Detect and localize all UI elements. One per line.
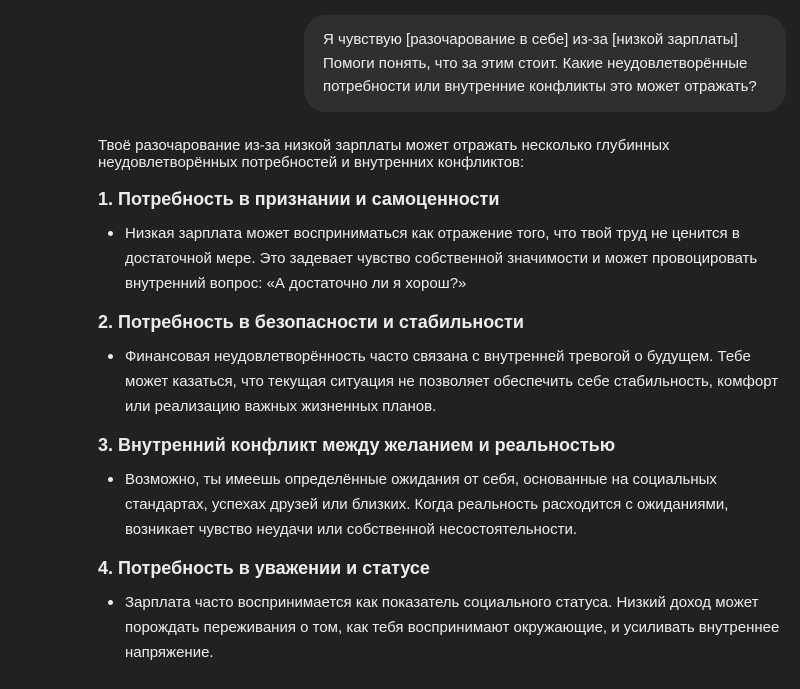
- section-bullet-item: [98, 590, 788, 665]
- user-message-line: потребности или внутренние конфликты это может отражать?: [323, 78, 757, 95]
- section-text-line: достаточной мере. Это задевает чувство собственной значимости и может провоцировать: [125, 250, 758, 267]
- section-text-line: Зарплата часто воспринимается как показатель социального статуса. Низкий доход может: [125, 594, 759, 611]
- section-text-line: стандартах, успехах друзей или близких. Когда реальность расходится с ожиданиями,: [125, 496, 729, 513]
- section-bullet-item: [98, 467, 788, 542]
- answer-section-2: [98, 309, 788, 419]
- section-bullet-item: [98, 221, 788, 296]
- section-bullet-list: [98, 221, 788, 296]
- section-heading: 1. Потребность в признании и самоценности: [98, 189, 500, 209]
- section-text-line: Финансовая неудовлетворённость часто связана с внутренней тревогой о будущем. Тебе: [125, 348, 751, 365]
- section-text-line: напряжение.: [125, 644, 214, 661]
- section-heading: 3. Внутренний конфликт между желанием и реальностью: [98, 435, 616, 455]
- user-message-line: Помоги понять, что за этим стоит. Какие неудовлетворённые: [323, 54, 748, 72]
- section-bullet-item: [98, 344, 788, 419]
- section-text-line: внутренний вопрос: «А достаточно ли я хорош?»: [125, 275, 467, 292]
- assistant-answer: [98, 137, 788, 665]
- answer-section-4: [98, 555, 788, 665]
- bullet-dot-icon: [108, 354, 113, 359]
- section-text-line: Возможно, ты имеешь определённые ожидания от себя, основанные на социальных: [125, 471, 717, 488]
- answer-intro-line: неудовлетворённых потребностей и внутренних конфликтов:: [98, 154, 525, 171]
- section-bullet-list: [98, 344, 788, 419]
- section-text-line: или реализацию важных жизненных планов.: [125, 398, 437, 415]
- section-bullet-list: [98, 590, 788, 665]
- section-bullet-list: [98, 467, 788, 542]
- section-heading: 2. Потребность в безопасности и стабильности: [98, 312, 524, 332]
- section-text-line: порождать переживания о том, как тебя воспринимают окружающие, и усиливать внутреннее: [125, 619, 780, 636]
- bullet-dot-icon: [108, 477, 113, 482]
- answer-section-1: [98, 186, 788, 296]
- bullet-dot-icon: [108, 600, 113, 605]
- section-heading: 4. Потребность в уважении и статусе: [98, 558, 430, 578]
- user-message-bubble: [304, 15, 786, 112]
- section-text-line: может казаться, что текущая ситуация не позволяет обеспечить себе стабильность, комфорт: [125, 373, 779, 390]
- bullet-dot-icon: [108, 231, 113, 236]
- section-text-line: Низкая зарплата может восприниматься как отражение того, что твой труд не ценится в: [125, 225, 740, 242]
- user-message-line: Я чувствую [разочарование в себе] из-за [низкой зарплаты]: [323, 31, 738, 48]
- section-text-line: возникает чувство неудачи или собственной несостоятельности.: [125, 521, 578, 538]
- answer-intro-line: Твоё разочарование из-за низкой зарплаты может отражать несколько глубинных: [98, 137, 670, 154]
- answer-section-3: [98, 432, 788, 542]
